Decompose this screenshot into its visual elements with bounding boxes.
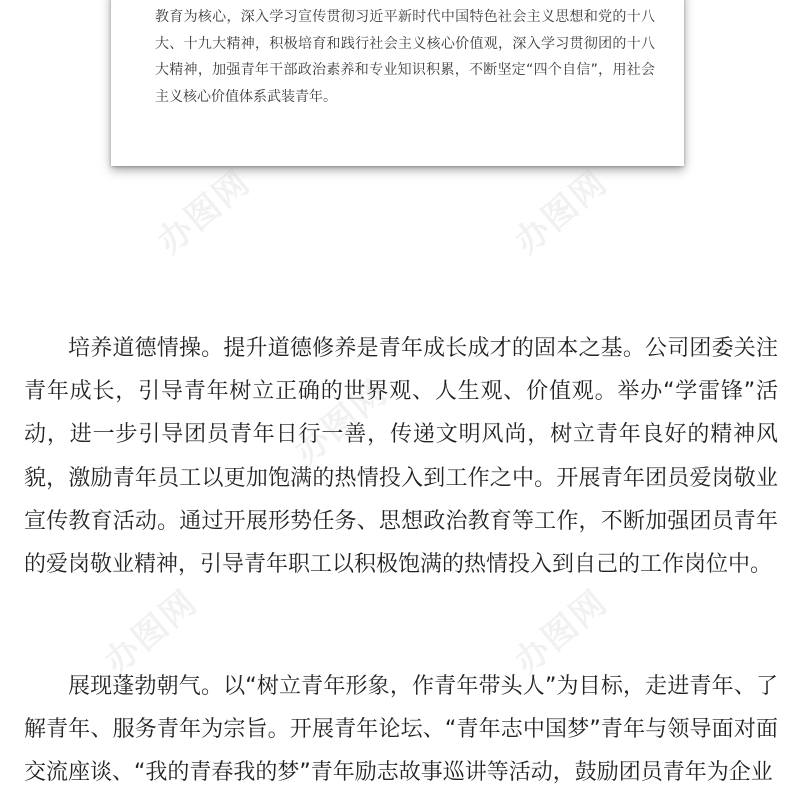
quote-card [111,0,684,166]
card-text: 教育为核心，深入学习宣传贯彻习近平新时代中国特色社会主义思想和党的十八大、十九大精神，积极培育和践行社会主义核心价值观，深入学习贯彻团的十八大精神，加强青年干部政治素养和专业知识积累，不断坚定“四个自信”，用社会主义核心价值体系武装青年。 [155,9,655,106]
body-paragraph-2: 展现蓬勃朝气。以“树立青年形象，作青年带头人”为目标，走进青年、了解青年、服务青年为宗旨。开展青年论坛、“青年志中国梦”青年与领导面对面交流座谈、“我的青春我的梦”青年励志故事巡讲等活动，鼓励团员青年为企业 [24,674,778,786]
watermark: 办图网 [287,372,396,473]
watermark: 办图网 [150,162,259,263]
body-paragraph-1: 培养道德情操。提升道德修养是青年成长成才的固本之基。公司团委关注青年成长，引导青年树立正确的世界观、人生观、价值观。举办“学雷锋”活动，进一步引导团员青年日行一善，传递文明风尚，树立青年良好的精神风貌，激励青年员工以更加饱满的热情投入到工作之中。开展青年团员爱岗敬业宣传教育活动。通过开展形势任务、思想政治教育等工作，不断加强团员青年的爱岗敬业精神，引导青年职工以积极饱满的热情投入到自己的工作岗位中。 [24,336,778,578]
watermark: 办图网 [507,582,616,683]
watermark: 办图网 [507,162,616,263]
watermark: 办图网 [97,582,206,683]
